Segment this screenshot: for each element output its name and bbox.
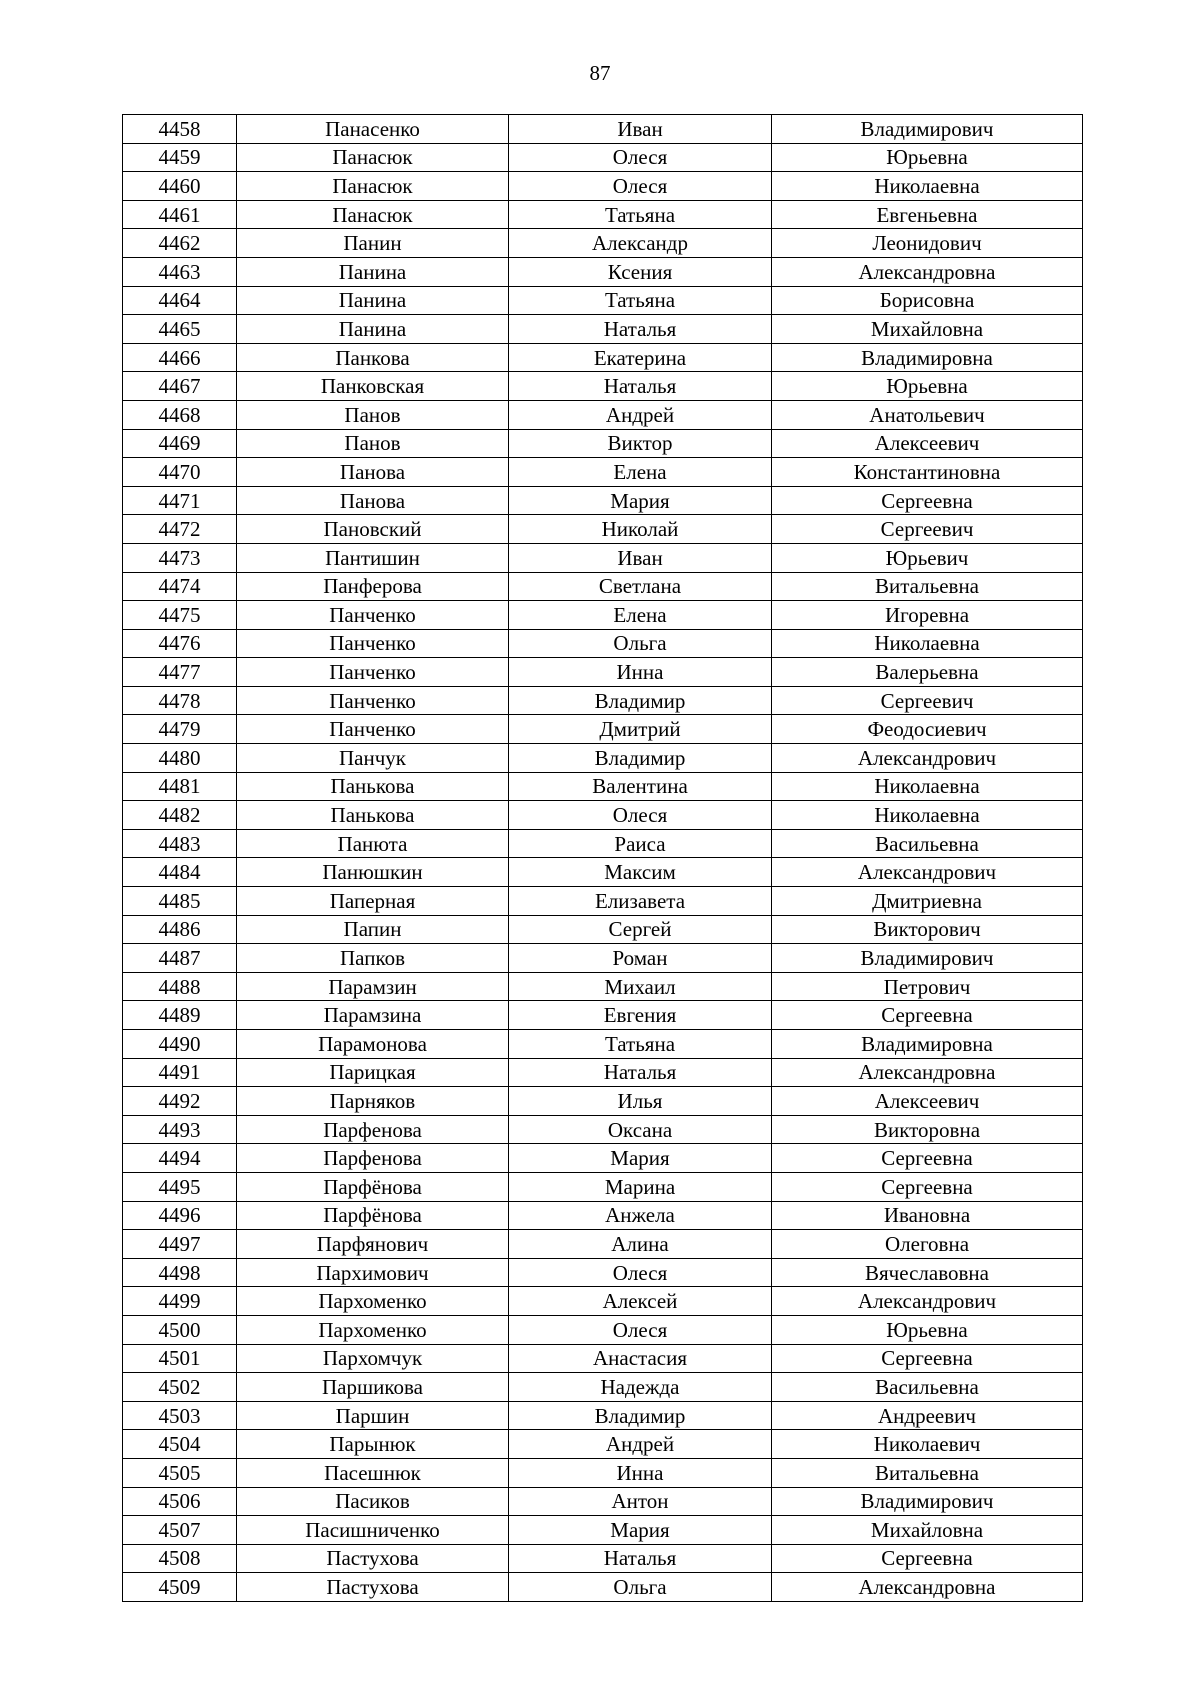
first-name-cell: Инна — [509, 658, 772, 687]
first-name-cell: Владимир — [509, 744, 772, 773]
surname-cell: Парняков — [237, 1087, 509, 1116]
patronymic-cell: Сергеевна — [772, 1001, 1083, 1030]
record-number-cell: 4493 — [123, 1115, 237, 1144]
patronymic-cell: Сергеевна — [772, 486, 1083, 515]
first-name-cell: Светлана — [509, 572, 772, 601]
record-number-cell: 4500 — [123, 1315, 237, 1344]
surname-cell: Панина — [237, 315, 509, 344]
record-number-cell: 4480 — [123, 744, 237, 773]
patronymic-cell: Николаевна — [772, 801, 1083, 830]
first-name-cell: Олеся — [509, 172, 772, 201]
first-name-cell: Андрей — [509, 400, 772, 429]
surname-cell: Парамонова — [237, 1030, 509, 1059]
surname-cell: Парамзина — [237, 1001, 509, 1030]
surname-cell: Панчук — [237, 744, 509, 773]
patronymic-cell: Сергеевич — [772, 686, 1083, 715]
first-name-cell: Олеся — [509, 801, 772, 830]
record-number-cell: 4475 — [123, 601, 237, 630]
table-row — [123, 229, 1083, 258]
record-number-cell: 4466 — [123, 343, 237, 372]
table-row — [123, 1516, 1083, 1545]
table-row — [123, 372, 1083, 401]
surname-cell: Панкова — [237, 343, 509, 372]
table-row — [123, 572, 1083, 601]
first-name-cell: Алексей — [509, 1287, 772, 1316]
table-row — [123, 515, 1083, 544]
surname-cell: Панченко — [237, 601, 509, 630]
table-row — [123, 1315, 1083, 1344]
record-number-cell: 4502 — [123, 1373, 237, 1402]
record-number-cell: 4485 — [123, 887, 237, 916]
patronymic-cell: Вячеславовна — [772, 1258, 1083, 1287]
table-row — [123, 1115, 1083, 1144]
first-name-cell: Сергей — [509, 915, 772, 944]
table-row — [123, 543, 1083, 572]
patronymic-cell: Николаевич — [772, 1430, 1083, 1459]
surname-cell: Панковская — [237, 372, 509, 401]
record-number-cell: 4498 — [123, 1258, 237, 1287]
record-number-cell: 4471 — [123, 486, 237, 515]
surname-cell: Пасишниченко — [237, 1516, 509, 1545]
first-name-cell: Анастасия — [509, 1344, 772, 1373]
table-row — [123, 115, 1083, 144]
record-number-cell: 4496 — [123, 1201, 237, 1230]
surname-cell: Парфёнова — [237, 1201, 509, 1230]
record-number-cell: 4463 — [123, 257, 237, 286]
patronymic-cell: Ивановна — [772, 1201, 1083, 1230]
table-row — [123, 772, 1083, 801]
patronymic-cell: Леонидович — [772, 229, 1083, 258]
patronymic-cell: Сергеевна — [772, 1144, 1083, 1173]
surname-cell: Пархоменко — [237, 1287, 509, 1316]
patronymic-cell: Александрович — [772, 858, 1083, 887]
record-number-cell: 4487 — [123, 944, 237, 973]
table-row — [123, 915, 1083, 944]
record-number-cell: 4465 — [123, 315, 237, 344]
table-row — [123, 1144, 1083, 1173]
patronymic-cell: Юрьевна — [772, 1315, 1083, 1344]
surname-cell: Пархимович — [237, 1258, 509, 1287]
record-number-cell: 4474 — [123, 572, 237, 601]
patronymic-cell: Михайловна — [772, 315, 1083, 344]
patronymic-cell: Александровна — [772, 1058, 1083, 1087]
patronymic-cell: Сергеевна — [772, 1172, 1083, 1201]
first-name-cell: Татьяна — [509, 200, 772, 229]
patronymic-cell: Александровна — [772, 1573, 1083, 1602]
record-number-cell: 4482 — [123, 801, 237, 830]
table-row — [123, 715, 1083, 744]
record-number-cell: 4476 — [123, 629, 237, 658]
surname-cell: Панасенко — [237, 115, 509, 144]
first-name-cell: Мария — [509, 486, 772, 515]
table-row — [123, 801, 1083, 830]
patronymic-cell: Сергеевна — [772, 1344, 1083, 1373]
table-row — [123, 1487, 1083, 1516]
record-number-cell: 4469 — [123, 429, 237, 458]
surname-cell: Панферова — [237, 572, 509, 601]
table-row — [123, 858, 1083, 887]
surname-cell: Панченко — [237, 658, 509, 687]
table-row — [123, 200, 1083, 229]
first-name-cell: Елена — [509, 458, 772, 487]
first-name-cell: Валентина — [509, 772, 772, 801]
record-number-cell: 4470 — [123, 458, 237, 487]
patronymic-cell: Владимирович — [772, 1487, 1083, 1516]
record-number-cell: 4490 — [123, 1030, 237, 1059]
first-name-cell: Максим — [509, 858, 772, 887]
patronymic-cell: Александровна — [772, 257, 1083, 286]
surname-cell: Папков — [237, 944, 509, 973]
patronymic-cell: Викторович — [772, 915, 1083, 944]
table-row — [123, 1373, 1083, 1402]
surname-cell: Панькова — [237, 801, 509, 830]
first-name-cell: Иван — [509, 543, 772, 572]
surname-cell: Панасюк — [237, 200, 509, 229]
patronymic-cell: Анатольевич — [772, 400, 1083, 429]
table-row — [123, 458, 1083, 487]
table-row — [123, 1430, 1083, 1459]
record-number-cell: 4506 — [123, 1487, 237, 1516]
surname-cell: Панов — [237, 429, 509, 458]
table-row — [123, 429, 1083, 458]
first-name-cell: Марина — [509, 1172, 772, 1201]
patronymic-cell: Игоревна — [772, 601, 1083, 630]
record-number-cell: 4494 — [123, 1144, 237, 1173]
surname-cell: Панченко — [237, 715, 509, 744]
first-name-cell: Татьяна — [509, 1030, 772, 1059]
table-row — [123, 143, 1083, 172]
table-row — [123, 1458, 1083, 1487]
table-row — [123, 172, 1083, 201]
surname-cell: Панасюк — [237, 143, 509, 172]
patronymic-cell: Алексеевич — [772, 429, 1083, 458]
record-number-cell: 4461 — [123, 200, 237, 229]
first-name-cell: Мария — [509, 1144, 772, 1173]
surname-cell: Пановский — [237, 515, 509, 544]
patronymic-cell: Александрович — [772, 744, 1083, 773]
record-number-cell: 4460 — [123, 172, 237, 201]
first-name-cell: Инна — [509, 1458, 772, 1487]
patronymic-cell: Борисовна — [772, 286, 1083, 315]
surname-cell: Парфёнова — [237, 1172, 509, 1201]
patronymic-cell: Николаевна — [772, 629, 1083, 658]
first-name-cell: Ольга — [509, 629, 772, 658]
first-name-cell: Елизавета — [509, 887, 772, 916]
record-number-cell: 4497 — [123, 1230, 237, 1259]
table-row — [123, 486, 1083, 515]
record-number-cell: 4477 — [123, 658, 237, 687]
surname-cell: Панина — [237, 286, 509, 315]
first-name-cell: Ксения — [509, 257, 772, 286]
surname-cell: Пасиков — [237, 1487, 509, 1516]
surname-cell: Панченко — [237, 629, 509, 658]
surname-cell: Пантишин — [237, 543, 509, 572]
patronymic-cell: Андреевич — [772, 1401, 1083, 1430]
table-row — [123, 1344, 1083, 1373]
first-name-cell: Николай — [509, 515, 772, 544]
patronymic-cell: Олеговна — [772, 1230, 1083, 1259]
table-row — [123, 1058, 1083, 1087]
surname-cell: Панов — [237, 400, 509, 429]
record-number-cell: 4464 — [123, 286, 237, 315]
patronymic-cell: Владимировна — [772, 1030, 1083, 1059]
patronymic-cell: Владимирович — [772, 115, 1083, 144]
first-name-cell: Роман — [509, 944, 772, 973]
surname-cell: Пархомчук — [237, 1344, 509, 1373]
patronymic-cell: Николаевна — [772, 172, 1083, 201]
patronymic-cell: Алексеевич — [772, 1087, 1083, 1116]
surname-cell: Панин — [237, 229, 509, 258]
record-number-cell: 4501 — [123, 1344, 237, 1373]
surname-cell: Пархоменко — [237, 1315, 509, 1344]
first-name-cell: Алина — [509, 1230, 772, 1259]
record-number-cell: 4495 — [123, 1172, 237, 1201]
surname-cell: Панькова — [237, 772, 509, 801]
surname-cell: Панина — [237, 257, 509, 286]
first-name-cell: Михаил — [509, 972, 772, 1001]
surname-cell: Пастухова — [237, 1573, 509, 1602]
patronymic-cell: Феодосиевич — [772, 715, 1083, 744]
first-name-cell: Евгения — [509, 1001, 772, 1030]
record-number-cell: 4492 — [123, 1087, 237, 1116]
table-row — [123, 1573, 1083, 1602]
table-row — [123, 944, 1083, 973]
table-row — [123, 315, 1083, 344]
surname-cell: Панченко — [237, 686, 509, 715]
first-name-cell: Анжела — [509, 1201, 772, 1230]
first-name-cell: Елена — [509, 601, 772, 630]
patronymic-cell: Сергеевна — [772, 1544, 1083, 1573]
table-row — [123, 887, 1083, 916]
first-name-cell: Андрей — [509, 1430, 772, 1459]
surname-cell: Панюта — [237, 829, 509, 858]
table-row — [123, 1201, 1083, 1230]
table-row — [123, 829, 1083, 858]
first-name-cell: Олеся — [509, 1315, 772, 1344]
table-row — [123, 1172, 1083, 1201]
record-number-cell: 4459 — [123, 143, 237, 172]
table-row — [123, 343, 1083, 372]
patronymic-cell: Юрьевич — [772, 543, 1083, 572]
patronymic-cell: Дмитриевна — [772, 887, 1083, 916]
record-number-cell: 4462 — [123, 229, 237, 258]
record-number-cell: 4473 — [123, 543, 237, 572]
patronymic-cell: Валерьевна — [772, 658, 1083, 687]
first-name-cell: Наталья — [509, 1544, 772, 1573]
first-name-cell: Олеся — [509, 143, 772, 172]
record-number-cell: 4486 — [123, 915, 237, 944]
table-row — [123, 972, 1083, 1001]
record-number-cell: 4484 — [123, 858, 237, 887]
table-row — [123, 601, 1083, 630]
table-row — [123, 286, 1083, 315]
patronymic-cell: Васильевна — [772, 829, 1083, 858]
record-number-cell: 4472 — [123, 515, 237, 544]
record-number-cell: 4481 — [123, 772, 237, 801]
record-number-cell: 4468 — [123, 400, 237, 429]
surname-cell: Панова — [237, 458, 509, 487]
record-number-cell: 4505 — [123, 1458, 237, 1487]
surname-cell: Парынюк — [237, 1430, 509, 1459]
patronymic-cell: Васильевна — [772, 1373, 1083, 1402]
surname-cell: Паршин — [237, 1401, 509, 1430]
table-row — [123, 1001, 1083, 1030]
first-name-cell: Оксана — [509, 1115, 772, 1144]
surname-cell: Парфенова — [237, 1115, 509, 1144]
first-name-cell: Татьяна — [509, 286, 772, 315]
patronymic-cell: Михайловна — [772, 1516, 1083, 1545]
table-row — [123, 400, 1083, 429]
first-name-cell: Наталья — [509, 315, 772, 344]
table-row — [123, 257, 1083, 286]
patronymic-cell: Александрович — [772, 1287, 1083, 1316]
first-name-cell: Мария — [509, 1516, 772, 1545]
record-number-cell: 4479 — [123, 715, 237, 744]
record-number-cell: 4508 — [123, 1544, 237, 1573]
first-name-cell: Виктор — [509, 429, 772, 458]
first-name-cell: Екатерина — [509, 343, 772, 372]
first-name-cell: Илья — [509, 1087, 772, 1116]
surname-cell: Парицкая — [237, 1058, 509, 1087]
record-number-cell: 4467 — [123, 372, 237, 401]
first-name-cell: Раиса — [509, 829, 772, 858]
first-name-cell: Иван — [509, 115, 772, 144]
surname-cell: Папин — [237, 915, 509, 944]
record-number-cell: 4507 — [123, 1516, 237, 1545]
table-row — [123, 1287, 1083, 1316]
record-number-cell: 4478 — [123, 686, 237, 715]
first-name-cell: Олеся — [509, 1258, 772, 1287]
patronymic-cell: Юрьевна — [772, 143, 1083, 172]
table-row — [123, 1258, 1083, 1287]
roster-table-body — [123, 115, 1083, 1602]
surname-cell: Пасешнюк — [237, 1458, 509, 1487]
surname-cell: Парфянович — [237, 1230, 509, 1259]
patronymic-cell: Витальевна — [772, 1458, 1083, 1487]
table-row — [123, 1030, 1083, 1059]
first-name-cell: Наталья — [509, 1058, 772, 1087]
first-name-cell: Владимир — [509, 686, 772, 715]
record-number-cell: 4458 — [123, 115, 237, 144]
record-number-cell: 4489 — [123, 1001, 237, 1030]
record-number-cell: 4491 — [123, 1058, 237, 1087]
roster-table — [122, 114, 1083, 1602]
table-row — [123, 1087, 1083, 1116]
surname-cell: Пастухова — [237, 1544, 509, 1573]
record-number-cell: 4509 — [123, 1573, 237, 1602]
first-name-cell: Надежда — [509, 1373, 772, 1402]
surname-cell: Панова — [237, 486, 509, 515]
first-name-cell: Дмитрий — [509, 715, 772, 744]
surname-cell: Панюшкин — [237, 858, 509, 887]
page-number: 87 — [589, 61, 611, 85]
record-number-cell: 4499 — [123, 1287, 237, 1316]
patronymic-cell: Витальевна — [772, 572, 1083, 601]
patronymic-cell: Сергеевич — [772, 515, 1083, 544]
first-name-cell: Антон — [509, 1487, 772, 1516]
patronymic-cell: Петрович — [772, 972, 1083, 1001]
table-row — [123, 658, 1083, 687]
first-name-cell: Наталья — [509, 372, 772, 401]
surname-cell: Парфенова — [237, 1144, 509, 1173]
surname-cell: Паршикова — [237, 1373, 509, 1402]
patronymic-cell: Евгеньевна — [772, 200, 1083, 229]
patronymic-cell: Владимировна — [772, 343, 1083, 372]
surname-cell: Панасюк — [237, 172, 509, 201]
first-name-cell: Ольга — [509, 1573, 772, 1602]
table-row — [123, 744, 1083, 773]
table-row — [123, 1401, 1083, 1430]
patronymic-cell: Константиновна — [772, 458, 1083, 487]
patronymic-cell: Николаевна — [772, 772, 1083, 801]
record-number-cell: 4488 — [123, 972, 237, 1001]
first-name-cell: Владимир — [509, 1401, 772, 1430]
patronymic-cell: Юрьевна — [772, 372, 1083, 401]
table-row — [123, 686, 1083, 715]
table-row — [123, 629, 1083, 658]
surname-cell: Паперная — [237, 887, 509, 916]
record-number-cell: 4503 — [123, 1401, 237, 1430]
table-row — [123, 1230, 1083, 1259]
record-number-cell: 4504 — [123, 1430, 237, 1459]
surname-cell: Парамзин — [237, 972, 509, 1001]
record-number-cell: 4483 — [123, 829, 237, 858]
patronymic-cell: Викторовна — [772, 1115, 1083, 1144]
table-row — [123, 1544, 1083, 1573]
first-name-cell: Александр — [509, 229, 772, 258]
patronymic-cell: Владимирович — [772, 944, 1083, 973]
